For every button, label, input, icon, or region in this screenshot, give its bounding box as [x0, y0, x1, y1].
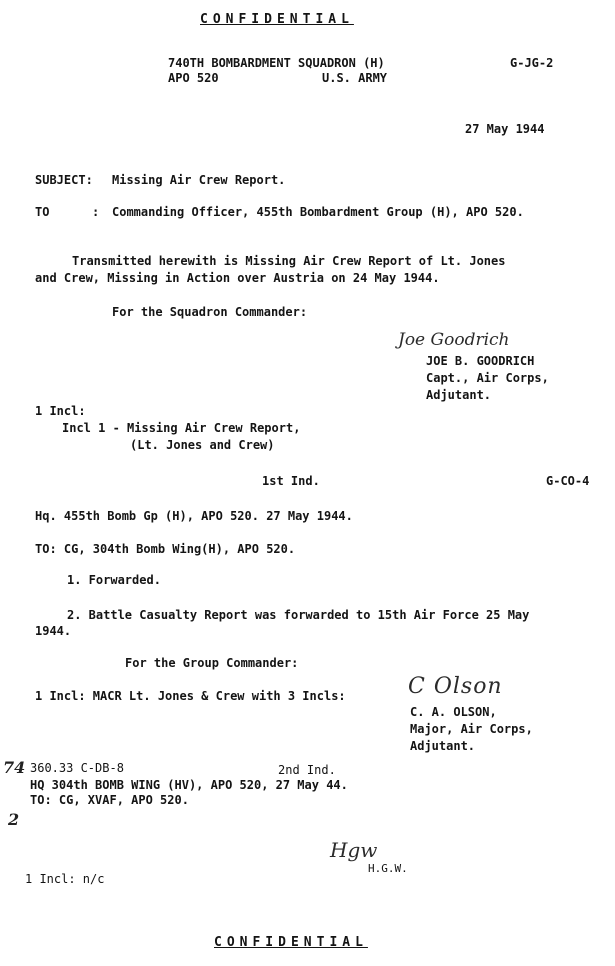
to-label: TO — [35, 205, 50, 219]
olson-signature: C Olson — [408, 674, 503, 699]
signer-name: JOE B. GOODRICH — [426, 354, 535, 368]
incl-item: (Lt. Jones and Crew) — [130, 438, 275, 452]
margin-mark: 74 — [3, 758, 26, 777]
subject-label: SUBJECT: — [35, 173, 93, 187]
second-ind-to: TO: CG, XVAF, APO 520. — [30, 793, 189, 807]
memo-body-line: Transmitted herewith is Missing Air Crew Report of Lt. Jones — [72, 254, 506, 268]
olson-name: C. A. OLSON, — [410, 705, 497, 719]
second-ind-file: 360.33 C-DB-8 — [30, 761, 124, 775]
goodrich-signature: Joe Goodrich — [398, 330, 510, 350]
second-ind-incl: 1 Incl: n/c — [25, 872, 105, 886]
hgw-initials: H.G.W. — [368, 862, 408, 875]
first-ind-code: G-CO-4 — [546, 474, 590, 488]
first-ind-para: 1944. — [35, 624, 72, 638]
first-ind-para: 1. Forwarded. — [67, 573, 161, 587]
incl-count: 1 Incl: — [35, 404, 86, 418]
hgw-signature: Hgw — [330, 838, 378, 862]
incl-item: Incl 1 - Missing Air Crew Report, — [62, 421, 301, 435]
olson-rank: Major, Air Corps, — [410, 722, 533, 736]
second-ind-title: 2nd Ind. — [278, 763, 336, 777]
army: U.S. ARMY — [322, 71, 388, 85]
group-closing: For the Group Commander: — [125, 656, 299, 670]
to-colon: : — [92, 205, 100, 219]
memo-body-line: and Crew, Missing in Action over Austria on 24 May 1944. — [35, 271, 440, 285]
unit-name: 740TH BOMBARDMENT SQUADRON (H) — [168, 56, 385, 70]
first-ind-incl: 1 Incl: MACR Lt. Jones & Crew with 3 Incls: — [35, 689, 346, 703]
first-ind-from: Hq. 455th Bomb Gp (H), APO 520. 27 May 1944. — [35, 509, 353, 523]
first-ind-to: TO: CG, 304th Bomb Wing(H), APO 520. — [35, 542, 296, 556]
second-ind-from: HQ 304th BOMB WING (HV), APO 520, 27 May 44. — [30, 778, 348, 792]
subject-text: Missing Air Crew Report. — [112, 173, 286, 187]
bottom-classification: CONFIDENTIAL — [214, 935, 368, 950]
unit-apo: APO 520 — [168, 71, 219, 85]
memo-date: 27 May 1944 — [465, 122, 545, 136]
first-ind-para: 2. Battle Casualty Report was forwarded to 15th Air Force 25 May — [67, 608, 530, 622]
signer-title: Adjutant. — [426, 388, 492, 402]
first-ind-title: 1st Ind. — [262, 474, 320, 488]
squadron-closing: For the Squadron Commander: — [112, 305, 308, 319]
signer-rank: Capt., Air Corps, — [426, 371, 549, 385]
olson-title: Adjutant. — [410, 739, 476, 753]
margin-mark: 2 — [8, 810, 20, 829]
file-code: G-JG-2 — [510, 56, 554, 70]
top-classification: CONFIDENTIAL — [200, 12, 354, 27]
to-text: Commanding Officer, 455th Bombardment Group (H), APO 520. — [112, 205, 524, 219]
